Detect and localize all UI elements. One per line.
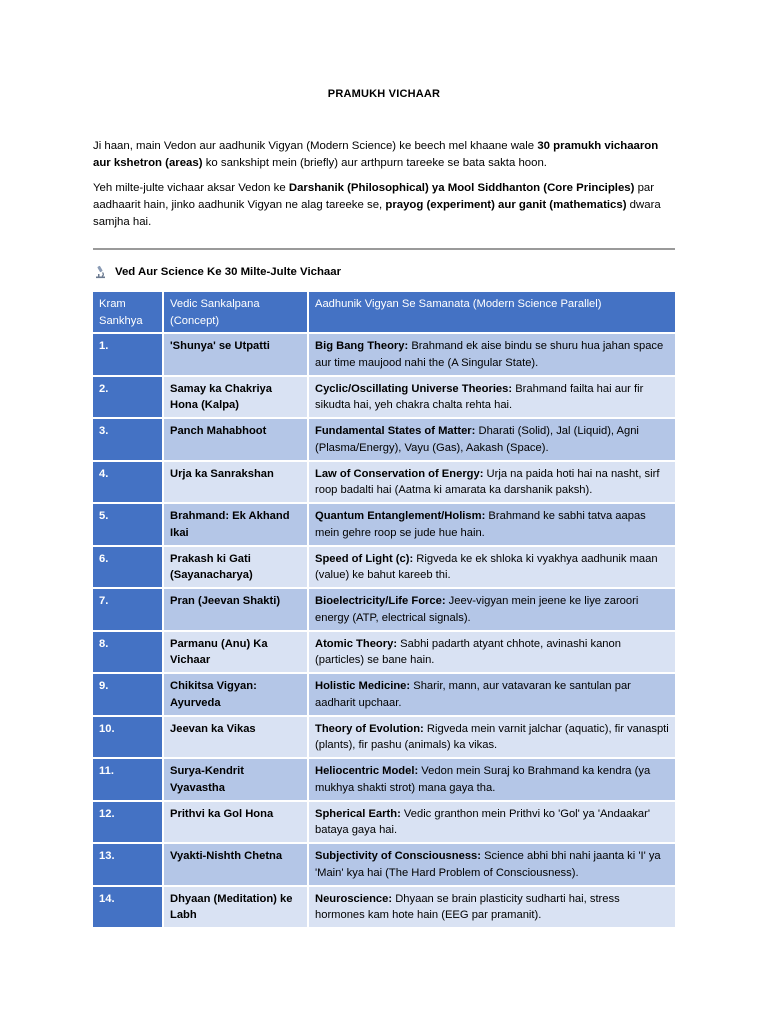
row-number: 6. [93, 547, 164, 590]
row-parallel [309, 589, 675, 632]
intro-text: Ji haan, main Vedon aur aadhunik Vigyan (Modern Science) ke beech mel khaane wale [93, 140, 538, 152]
parallel-description: Brahmand ek aise bindu se shuru hua jahan space aur time maujood nahi the (A Singular State). [315, 340, 664, 369]
table-row [93, 462, 675, 505]
row-parallel [309, 802, 675, 845]
parallel-description: Jeev-vigyan mein jeene ke liye zaroori energy (ATP, electrical signals). [315, 595, 639, 624]
row-concept: Parmanu (Anu) Ka Vichaar [164, 632, 309, 675]
parallel-term: Law of Conservation of Energy: [315, 467, 484, 480]
row-concept: Jeevan ka Vikas [164, 717, 309, 760]
parallel-term: Big Bang Theory: [315, 340, 409, 352]
intro-emphasis: 30 pramukh vichaaron aur kshetron (areas) [93, 140, 659, 169]
row-concept: Prithvi ka Gol Hona [164, 802, 309, 845]
parallel-term: Atomic Theory: [315, 637, 398, 650]
parallel-description: Rigveda ke ek shloka ki vyakhya aadhunik maan (value) ke bahut kareeb thi. [315, 552, 658, 581]
parallel-description: Dharati (Solid), Jal (Liquid), Agni (Plasma/Energy), Vayu (Gas), Aakash (Space). [315, 425, 639, 454]
intro-text: Yeh milte-julte vichaar aksar Vedon ke [93, 182, 289, 194]
parallel-description: Sabhi padarth atyant chhote, avinashi kanon (particles) se bane hain. [315, 637, 621, 666]
row-parallel [309, 759, 675, 802]
row-number: 8. [93, 632, 164, 675]
row-number: 9. [93, 674, 164, 717]
row-number: 12. [93, 802, 164, 845]
parallel-term: Speed of Light (c): [315, 552, 414, 565]
row-concept: Prakash ki Gati (Sayanacharya) [164, 547, 309, 590]
row-parallel [309, 504, 675, 547]
table-row [93, 844, 675, 887]
horizontal-divider [93, 248, 675, 250]
table-row [93, 674, 675, 717]
row-parallel [309, 674, 675, 717]
table-body [93, 334, 675, 929]
column-header-kram-sankhya: Kram Sankhya [93, 292, 164, 334]
parallel-term: Fundamental States of Matter: [315, 425, 476, 437]
microscope-icon [93, 265, 107, 279]
table-row [93, 419, 675, 462]
row-parallel [309, 717, 675, 760]
table-row [93, 547, 675, 590]
parallel-term: Cyclic/Oscillating Universe Theories: [315, 382, 513, 395]
row-number: 3. [93, 419, 164, 462]
parallel-term: Bioelectricity/Life Force: [315, 595, 446, 607]
parallel-description: Urja na paida hoti hai na nasht, sirf roop badalti hai (Aatma ki amarata ka darshanik paksh). [315, 467, 660, 496]
intro-emphasis: Darshanik (Philosophical) ya Mool Siddhanton (Core Principles) [288, 182, 635, 194]
parallel-description: Rigveda mein varnit jalchar (aquatic), fir vanaspti (plants), fir pashu (animals) ka vikas. [315, 722, 669, 751]
row-parallel [309, 377, 675, 420]
parallel-term: Heliocentric Model: [315, 765, 419, 777]
row-parallel [309, 547, 675, 590]
table-row [93, 802, 675, 845]
table-row [93, 504, 675, 547]
intro-paragraph-1 [93, 138, 673, 172]
parallel-term: Spherical Earth: [315, 807, 401, 820]
intro-emphasis: prayog (experiment) aur ganit (mathematics) [385, 199, 627, 211]
row-concept: Chikitsa Vigyan: Ayurveda [164, 674, 309, 717]
parallel-description: Dhyaan se brain plasticity sudharti hai, stress hormones kam hote hain (EEG par pramanit). [315, 892, 620, 921]
intro-text: par aadhaarit hain, jinko aadhunik Vigyan ne alag tareeke se, [93, 182, 655, 211]
parallel-term: Quantum Entanglement/Holism: [315, 510, 486, 522]
section-heading-text: Ved Aur Science Ke 30 Milte-Julte Vichaar [115, 266, 342, 278]
parallel-term: Neuroscience: [315, 892, 393, 905]
row-parallel [309, 632, 675, 675]
table-row [93, 377, 675, 420]
row-number: 4. [93, 462, 164, 505]
intro-paragraph-2 [93, 180, 673, 231]
row-number: 5. [93, 504, 164, 547]
row-parallel [309, 844, 675, 887]
row-parallel [309, 462, 675, 505]
section-heading [93, 265, 341, 279]
parallel-description: Vedic granthon mein Prithvi ko 'Gol' ya 'Andaakar' bataya gaya hai. [315, 807, 651, 836]
row-concept: Vyakti-Nishth Chetna [164, 844, 309, 887]
page-title: PRAMUKH VICHAAR [327, 88, 441, 100]
parallel-description: Science abhi bhi nahi jaanta ki 'I' ya 'Main' kya hai (The Hard Problem of Consciousness). [315, 850, 661, 879]
parallel-description: Sharir, mann, aur vatavaran ke santulan par aadharit upchaar. [315, 680, 631, 709]
table-header-row [93, 292, 675, 334]
row-number: 13. [93, 844, 164, 887]
row-number: 1. [93, 334, 164, 377]
column-header-science-parallel: Aadhunik Vigyan Se Samanata (Modern Science Parallel) [309, 292, 675, 334]
intro-text: dwara samjha hai. [93, 199, 661, 228]
row-parallel [309, 887, 675, 930]
row-concept: Panch Mahabhoot [164, 419, 309, 462]
table-row [93, 759, 675, 802]
row-number: 10. [93, 717, 164, 760]
row-concept: Dhyaan (Meditation) ke Labh [164, 887, 309, 930]
table-row [93, 717, 675, 760]
row-concept: Surya-Kendrit Vyavastha [164, 759, 309, 802]
row-number: 7. [93, 589, 164, 632]
parallel-term: Holistic Medicine: [315, 680, 411, 692]
row-number: 14. [93, 887, 164, 930]
parallel-description: Vedon mein Suraj ko Brahmand ka kendra (ya mukhya shakti strot) mana gaya tha. [315, 765, 651, 794]
column-header-vedic-concept: Vedic Sankalpana (Concept) [164, 292, 309, 334]
row-concept: Samay ka Chakriya Hona (Kalpa) [164, 377, 309, 420]
table-row [93, 632, 675, 675]
row-concept: Pran (Jeevan Shakti) [164, 589, 309, 632]
row-concept: 'Shunya' se Utpatti [164, 334, 309, 377]
parallel-description: Brahmand failta hai aur fir sikudta hai, yeh chakra chalta rehta hai. [315, 382, 644, 411]
concepts-table [93, 292, 675, 929]
table-row [93, 589, 675, 632]
table-row [93, 887, 675, 930]
intro-text: ko sankshipt mein (briefly) aur arthpurn tareeke se bata sakta hoon. [202, 157, 547, 169]
parallel-term: Subjectivity of Consciousness: [315, 850, 481, 862]
row-number: 11. [93, 759, 164, 802]
parallel-description: Brahmand ke sabhi tatva aapas mein gehre roop se jude hue hain. [315, 510, 646, 539]
parallel-term: Theory of Evolution: [315, 722, 424, 735]
row-parallel [309, 334, 675, 377]
row-parallel [309, 419, 675, 462]
row-concept: Urja ka Sanrakshan [164, 462, 309, 505]
table-row [93, 334, 675, 377]
row-concept: Brahmand: Ek Akhand Ikai [164, 504, 309, 547]
row-number: 2. [93, 377, 164, 420]
